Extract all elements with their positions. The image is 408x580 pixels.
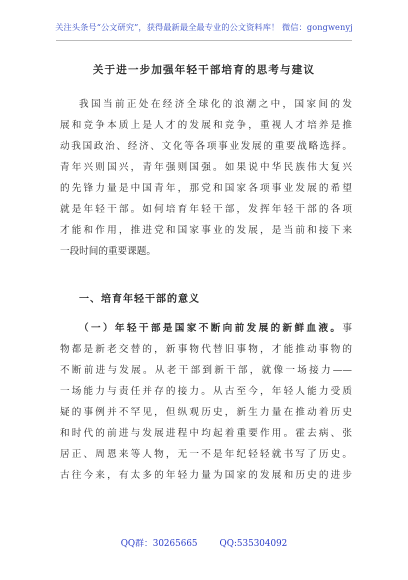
subsection-first-line	[60, 318, 352, 339]
intro-line: 我国当前正处在经济全球化的浪潮之中，国家间的发	[79, 99, 352, 110]
intro-line: 就是年轻干部。如何培育年轻干部，发挥年轻干部的各项	[60, 204, 352, 215]
subsection-line: 和时代的前进与发展进程中均起着重要作用。霍去病、张	[60, 428, 352, 439]
subsection-paragraph	[60, 318, 352, 486]
header-divider	[56, 40, 352, 41]
subsection-line: 古往今来，有太多的年轻力量为国家的发展和历史的进步	[60, 470, 352, 481]
subsection-line: 不断前进与发展。从老干部到新干部，就像一场接力——	[60, 365, 352, 376]
subsection-line: 物都是新老交替的，新事物代替旧事物，才能推动事物的	[60, 344, 352, 355]
header-promo-note: 关注头条号“公文研究”，获得最新最全最专业的公文资料库！ 微信：gongwenyj	[55, 22, 353, 32]
footer-contacts	[0, 536, 408, 549]
qq-text: QQ:535304092	[219, 539, 288, 549]
intro-line: 的先锋力量是中国青年，那党和国家各项事业发展的希望	[60, 183, 352, 194]
subsection-line: 一场能力与责任并存的接力。从古至今，年轻人能力受质	[60, 386, 352, 397]
intro-line: 动我国政治、经济、文化等各项事业发展的重要战略选择。	[60, 141, 352, 152]
subsection-heading-tail: 事	[342, 323, 352, 334]
intro-paragraph	[60, 94, 352, 262]
subsection-line: 疑的事例并不罕见，但纵观历史，新生力量在推动着历史	[60, 407, 352, 418]
subsection-line: 居正、周恩来等人物，无一不是年纪轻轻就书写了历史。	[60, 449, 352, 460]
qq-group-text: QQ群：30265665	[120, 539, 198, 549]
subsection-heading: （一）年轻干部是国家不断向前发展的新鲜血液。	[79, 323, 343, 334]
intro-line: 一段时间的重要课题。	[60, 246, 156, 257]
section-heading: 一、培育年轻干部的意义	[79, 294, 200, 305]
document-title: 关于进一步加强年轻干部培育的思考与建议	[92, 64, 316, 76]
intro-line: 青年兴则国兴，青年强则国强。如果说中华民族伟大复兴	[60, 162, 352, 173]
intro-line: 才能和作用，推进党和国家事业的发展，是当前和接下来	[60, 225, 352, 236]
intro-line: 展和竞争本质上是人才的发展和竞争，重视人才培养是推	[60, 120, 352, 131]
